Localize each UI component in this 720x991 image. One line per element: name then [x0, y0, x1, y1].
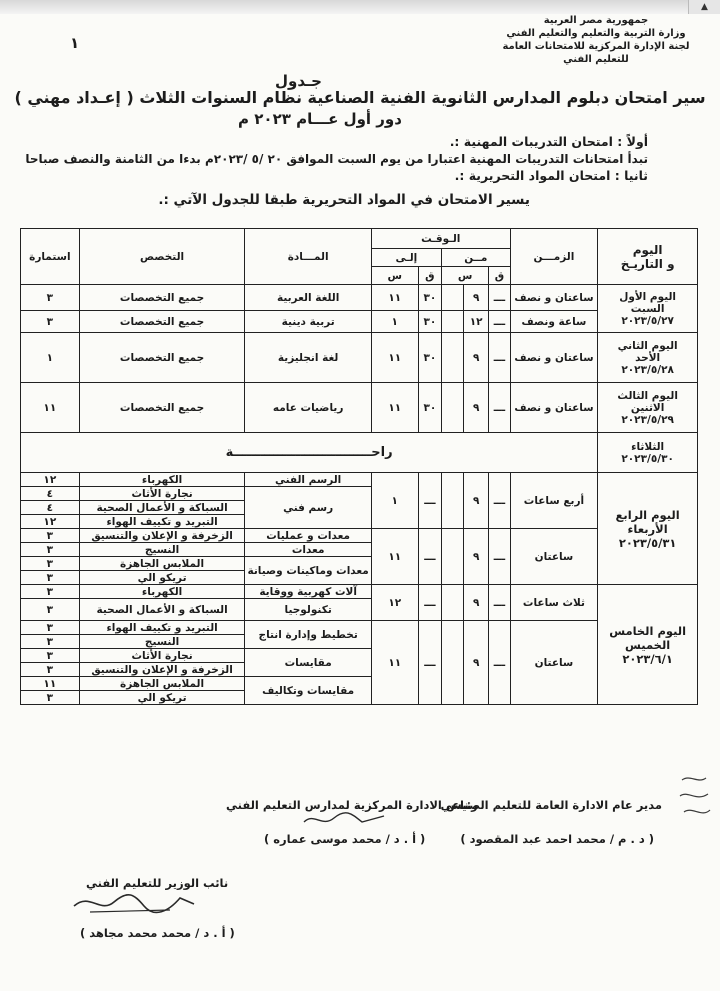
to-hour: ١٢: [371, 585, 418, 621]
from-hour: ٩: [464, 333, 489, 383]
form-cell: ١١: [21, 383, 80, 433]
form-cell: ٣: [21, 543, 80, 557]
dash-cell: ـــ: [489, 285, 510, 311]
to-min: ـــ: [418, 473, 441, 529]
subject-cell: لغة انجليزية: [245, 333, 371, 383]
handwritten-signature: [70, 888, 200, 918]
to-min: ٣٠: [418, 333, 441, 383]
form-cell: ٣: [21, 621, 80, 635]
form-cell: ٣: [21, 691, 80, 705]
signature-left-title: رئيس الادارة المركزية لمدارس التعليم الفني: [226, 798, 478, 812]
form-cell: ٣: [21, 663, 80, 677]
form-cell: ٣: [21, 557, 80, 571]
margin-notes: [676, 772, 716, 832]
table-row: [21, 333, 698, 383]
specialty-cell: الملابس الجاهزة: [79, 677, 245, 691]
header-time: الـوقـت: [371, 229, 510, 249]
specialty-cell: النسيج: [79, 635, 245, 649]
header-to: إلـى: [371, 249, 441, 267]
duration-cell: ساعتان و نصف: [510, 383, 598, 433]
org-header: [486, 14, 706, 66]
subject-cell: معدات و عمليات: [245, 529, 371, 543]
from-hour: ٩: [464, 585, 489, 621]
table-row: [21, 585, 698, 599]
specialty-cell: جميع التخصصات: [79, 285, 245, 311]
subject-cell: الرسم الفني: [245, 473, 371, 487]
form-cell: ٤: [21, 501, 80, 515]
specialty-cell: التبريد و تكييف الهواء: [79, 621, 245, 635]
form-cell: ١٢: [21, 473, 80, 487]
intro-second: ثانيا : امتحان المواد التحريرية :.: [454, 168, 648, 183]
specialty-cell: جميع التخصصات: [79, 311, 245, 333]
subject-cell: معدات: [245, 543, 371, 557]
day-cell: اليوم الأول السبت ٢٠٢٣/٥/٢٧: [598, 285, 698, 333]
specialty-cell: التبريد و تكييف الهواء: [79, 515, 245, 529]
header-to-s: س: [371, 267, 418, 285]
specialty-cell: الزخرفة و الإعلان والتنسيق: [79, 529, 245, 543]
specialty-cell: جميع التخصصات: [79, 333, 245, 383]
handwritten-signature: [300, 808, 390, 830]
form-cell: ٣: [21, 529, 80, 543]
specialty-cell: نجارة الأثاث: [79, 649, 245, 663]
table-row: [21, 383, 698, 433]
duration-cell: ثلاث ساعات: [510, 585, 598, 621]
specialty-cell: الكهرباء: [79, 585, 245, 599]
to-min: ـــ: [418, 585, 441, 621]
form-cell: ٣: [21, 599, 80, 621]
from-hour: ٩: [464, 529, 489, 585]
header-from-q: ق: [489, 267, 510, 285]
from-min: [442, 285, 464, 311]
from-min: [442, 621, 464, 705]
header-from-s: س: [442, 267, 489, 285]
intro-schedule: يسير الامتحان في المواد التحريرية طبقا للجدول الآتي :.: [158, 192, 530, 208]
dash-cell: ـــ: [489, 383, 510, 433]
day-cell: اليوم الخامس الخميس ٢٠٢٣/٦/١: [598, 585, 698, 705]
duration-cell: ساعتان و نصف: [510, 333, 598, 383]
duration-cell: ساعتان: [510, 621, 598, 705]
subject-cell: اللغة العربية: [245, 285, 371, 311]
specialty-cell: السباكة و الأعمال الصحية: [79, 599, 245, 621]
header-to-q: ق: [418, 267, 441, 285]
to-min: ـــ: [418, 621, 441, 705]
org-line-3: لجنة الإدارة المركزية للامتحانات العامة للتعليم الفني: [502, 41, 690, 65]
from-min: [442, 529, 464, 585]
form-cell: ١١: [21, 677, 80, 691]
specialty-cell: تريكو الي: [79, 691, 245, 705]
specialty-cell: نجارة الأثاث: [79, 487, 245, 501]
signature-bottom-title: نائب الوزير للتعليم الفني: [86, 876, 229, 890]
to-min: ـــ: [418, 529, 441, 585]
subject-cell: معدات وماكينات وصيانة: [245, 557, 371, 585]
from-hour: ٩: [464, 473, 489, 529]
to-hour: ١١: [371, 383, 418, 433]
day-cell: اليوم الثالث الاثنين ٢٠٢٣/٥/٢٩: [598, 383, 698, 433]
table-row: [21, 285, 698, 311]
dash-cell: ـــ: [489, 333, 510, 383]
title-word: جـدول: [275, 72, 322, 90]
table-row: [21, 473, 698, 487]
header-duration: الزمـــن: [510, 229, 598, 285]
specialty-cell: جميع التخصصات: [79, 383, 245, 433]
to-hour: ١: [371, 473, 418, 529]
form-cell: ١٢: [21, 515, 80, 529]
table-row: [21, 621, 698, 635]
dash-cell: ـــ: [489, 529, 510, 585]
signature-right-name: ( د . م / محمد احمد عبد المقصود ): [460, 832, 654, 846]
from-min: [442, 585, 464, 621]
form-cell: ٤: [21, 487, 80, 501]
to-min: ٣٠: [418, 311, 441, 333]
dash-cell: ـــ: [489, 621, 510, 705]
form-cell: ٣: [21, 285, 80, 311]
from-hour: ١٢: [464, 311, 489, 333]
title-session: دور أول عـــام ٢٠٢٣ م: [238, 110, 402, 128]
subject-cell: تخطيط وإدارة انتاج: [245, 621, 371, 649]
form-cell: ٣: [21, 635, 80, 649]
page-number: ١: [70, 34, 80, 52]
table-row: [21, 311, 698, 333]
specialty-cell: الكهرباء: [79, 473, 245, 487]
signature-right-title: مدير عام الادارة العامة للتعليم الصناعي: [440, 798, 662, 812]
intro-start: تبدأ امتحانات التدريبات المهنية اعتبارا من يوم السبت الموافق ٢٠ /٥ /٢٠٢٣م بدءا من الثامنة والنصف صباحا: [25, 152, 648, 166]
subject-cell: تربية دينية: [245, 311, 371, 333]
day-cell: الثلاثاء ٢٠٢٣/٥/٣٠: [598, 433, 698, 473]
header-form: استمارة: [21, 229, 80, 285]
day-cell: اليوم الثاني الأحد ٢٠٢٣/٥/٢٨: [598, 333, 698, 383]
subject-cell: مقايسات وتكاليف: [245, 677, 371, 705]
specialty-cell: الملابس الجاهزة: [79, 557, 245, 571]
duration-cell: ساعة ونصف: [510, 311, 598, 333]
dash-cell: ـــ: [489, 311, 510, 333]
to-hour: ١١: [371, 621, 418, 705]
from-hour: ٩: [464, 383, 489, 433]
header-specialty: التخصص: [79, 229, 245, 285]
subject-cell: رسم فني: [245, 487, 371, 529]
scroll-up-button[interactable]: ▲: [688, 0, 720, 14]
form-cell: ٣: [21, 649, 80, 663]
specialty-cell: السباكة و الأعمال الصحية: [79, 501, 245, 515]
from-min: [442, 333, 464, 383]
subject-cell: رياضيات عامه: [245, 383, 371, 433]
signature-bottom-name: ( أ . د / محمد محمد مجاهد ): [80, 926, 235, 940]
exam-schedule-table: [20, 228, 698, 705]
to-hour: ١١: [371, 529, 418, 585]
specialty-cell: تريكو الي: [79, 571, 245, 585]
subject-cell: مقايسات: [245, 649, 371, 677]
top-strip: [0, 0, 720, 14]
table-row: [21, 433, 698, 473]
to-min: ٣٠: [418, 383, 441, 433]
from-hour: ٩: [464, 285, 489, 311]
to-hour: ١١: [371, 285, 418, 311]
from-min: [442, 473, 464, 529]
from-min: [442, 311, 464, 333]
header-from: مــن: [442, 249, 511, 267]
to-min: ٣٠: [418, 285, 441, 311]
form-cell: ١: [21, 333, 80, 383]
to-hour: ١: [371, 311, 418, 333]
table-row: [21, 529, 698, 543]
header-subject: المـــادة: [245, 229, 371, 285]
specialty-cell: الزخرفة و الإعلان والتنسيق: [79, 663, 245, 677]
intro-first: أولاً : امتحان التدريبات المهنية :.: [449, 134, 648, 149]
subject-cell: آلات كهربية ووقاية: [245, 585, 371, 599]
header-day: اليوم و التاريـخ: [598, 229, 698, 285]
form-cell: ٣: [21, 585, 80, 599]
duration-cell: ساعتان: [510, 529, 598, 585]
form-cell: ٣: [21, 311, 80, 333]
org-line-1: جمهورية مصر العربية: [543, 15, 649, 26]
specialty-cell: النسيج: [79, 543, 245, 557]
from-hour: ٩: [464, 621, 489, 705]
day-cell: اليوم الرابع الأربعاء ٢٠٢٣/٥/٣١: [598, 473, 698, 585]
org-line-2: وزارة التربية والتعليم والتعليم الفني: [506, 28, 686, 39]
subject-cell: تكنولوجيا: [245, 599, 371, 621]
signature-left-name: ( أ . د / محمد موسى عماره ): [264, 832, 426, 846]
rest-cell: راحـــــــــــــــــــــــــــــــة: [21, 433, 598, 473]
duration-cell: أربع ساعات: [510, 473, 598, 529]
from-min: [442, 383, 464, 433]
dash-cell: ـــ: [489, 585, 510, 621]
duration-cell: ساعتان و نصف: [510, 285, 598, 311]
form-cell: ٣: [21, 571, 80, 585]
to-hour: ١١: [371, 333, 418, 383]
title-main: سير امتحان دبلوم المدارس الثانوية الفنية الصناعية نظام السنوات الثلاث ( إعـداد مهني ): [14, 88, 706, 107]
dash-cell: ـــ: [489, 473, 510, 529]
